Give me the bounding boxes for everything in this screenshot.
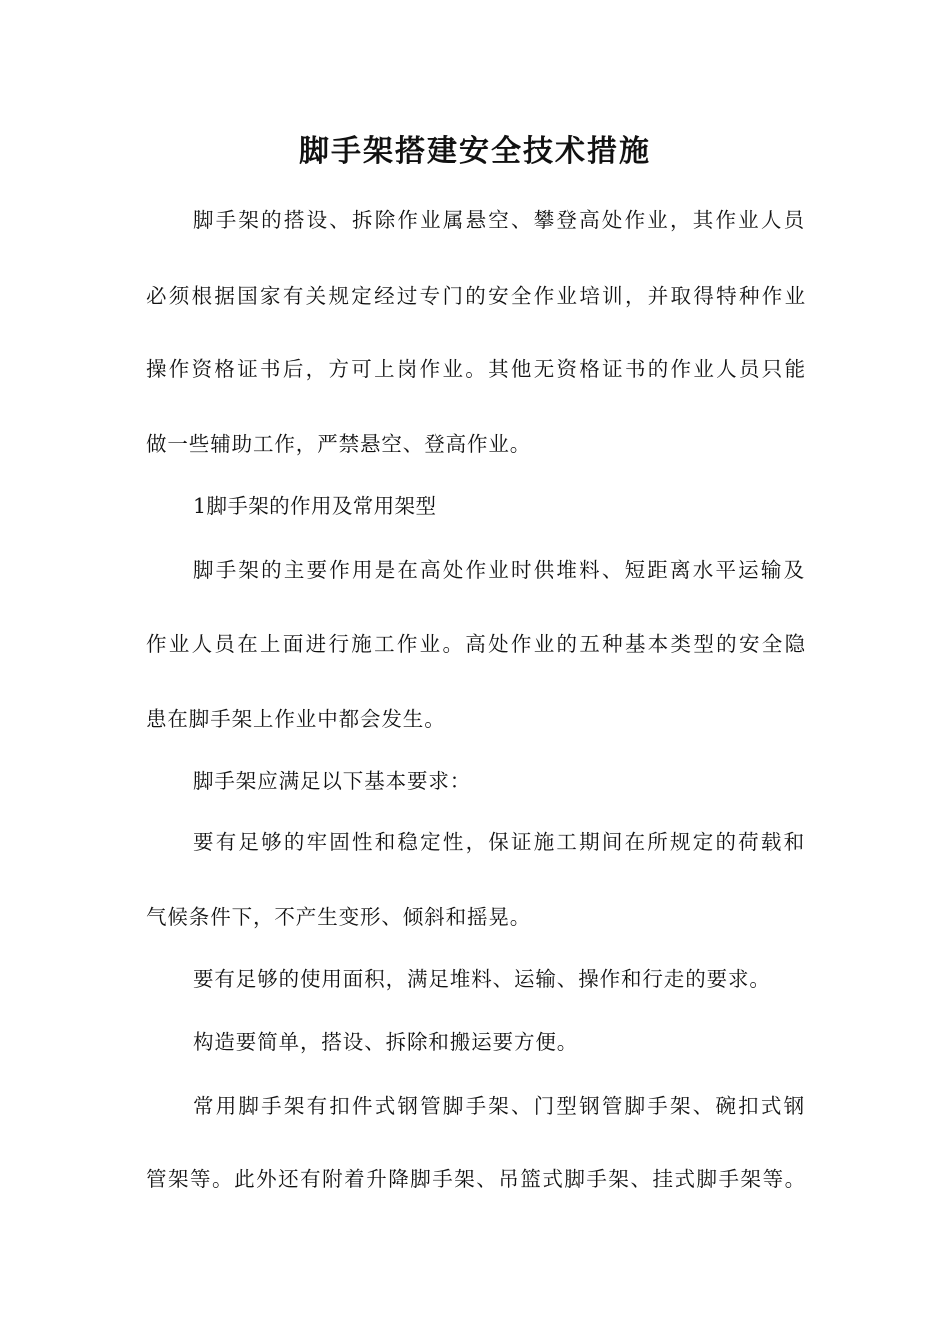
paragraph-7-line-1: 常用脚手架有扣件式钢管脚手架、门型钢管脚手架、碗扣式钢 [193,1094,805,1118]
paragraph-2-line-3: 患在脚手架上作业中都会发生。 [146,707,446,731]
paragraph-1-line-2: 必须根据国家有关规定经过专门的安全作业培训，并取得特种作业 [146,284,806,308]
paragraph-6-line-1: 构造要简单，搭设、拆除和搬运要方便。 [193,1030,579,1054]
section-heading: 1脚手架的作用及常用架型 [193,494,437,518]
paragraph-5-line-1: 要有足够的使用面积，满足堆料、运输、操作和行走的要求。 [193,967,771,991]
paragraph-1-line-1: 脚手架的搭设、拆除作业属悬空、攀登高处作业，其作业人员 [193,208,805,232]
paragraph-4-line-2: 气候条件下，不产生变形、倾斜和摇晃。 [146,905,532,929]
paragraph-3-line-1: 脚手架应满足以下基本要求： [193,769,472,793]
paragraph-2-line-1: 脚手架的主要作用是在高处作业时供堆料、短距离水平运输及 [193,558,805,582]
document-title: 脚手架搭建安全技术措施 [299,134,651,169]
paragraph-2-line-2: 作业人员在上面进行施工作业。高处作业的五种基本类型的安全隐 [146,632,806,656]
paragraph-1-line-3: 操作资格证书后，方可上岗作业。其他无资格证书的作业人员只能 [146,357,806,381]
paragraph-7-line-2: 管架等。此外还有附着升降脚手架、吊篮式脚手架、挂式脚手架等。 [146,1167,806,1191]
paragraph-4-line-1: 要有足够的牢固性和稳定性，保证施工期间在所规定的荷载和 [193,830,805,854]
paragraph-1-line-4: 做一些辅助工作，严禁悬空、登高作业。 [146,432,532,456]
